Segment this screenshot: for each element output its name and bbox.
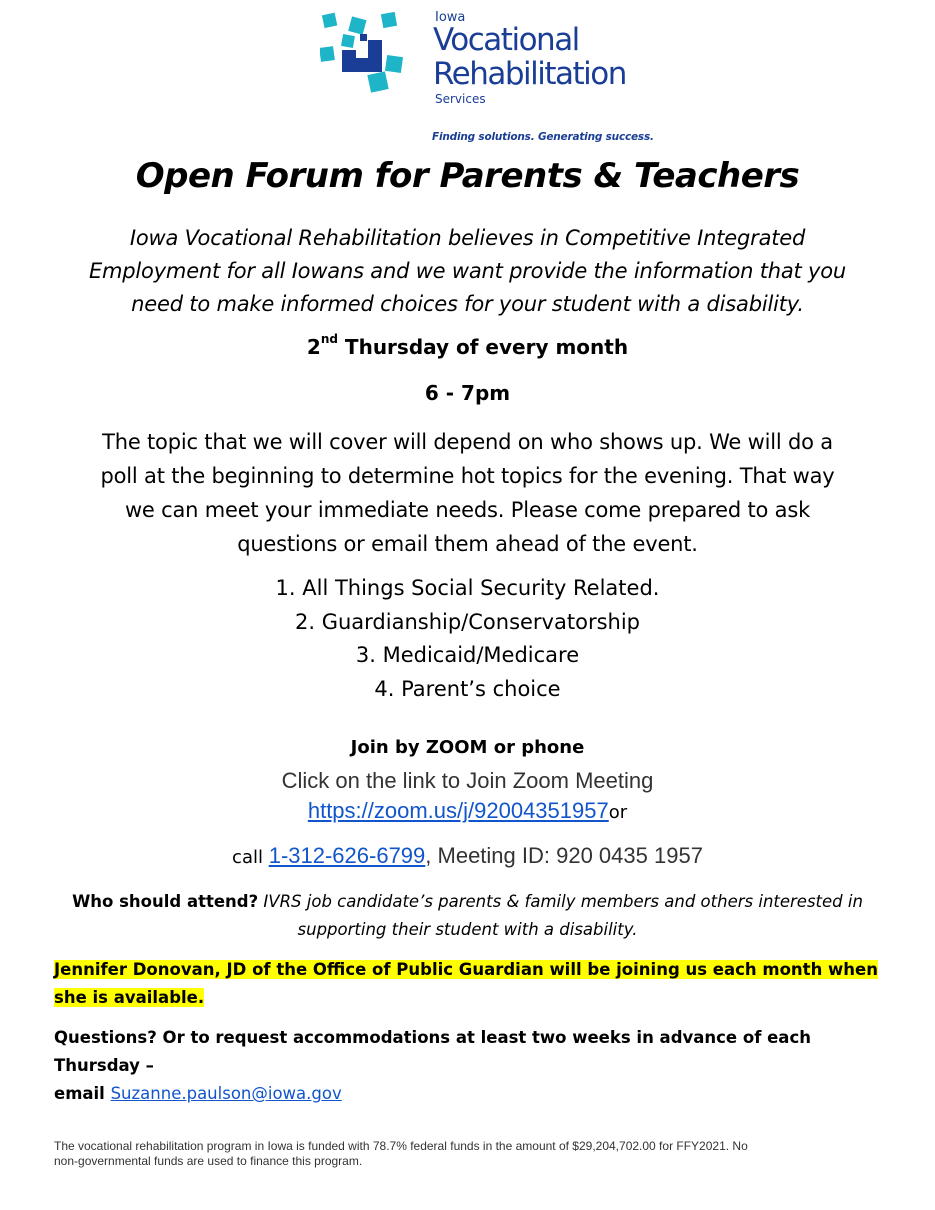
list-item: 2. Guardianship/Conservatorship [294,609,640,634]
ivrs-logo [320,10,654,150]
call-word: call [232,847,269,868]
schedule-day [40,332,895,359]
topic-line: questions or email them ahead of the event. [237,532,698,556]
logo-services-text: Services [435,92,486,106]
intro-paragraph [40,222,895,321]
footer-line: The vocational rehabilitation program in Iowa is funded with 78.7% federal funds in the amount of $29,204,702.00 for FFY2021. No [54,1139,748,1153]
attend-line [40,916,895,944]
call-line [40,843,895,869]
list-item: 4. Parent’s choice [374,676,561,701]
intro-line: Employment for all Iowans and we want provide the information that you [88,259,847,283]
intro-line: Iowa Vocational Rehabilitation believes in Competitive Integrated [129,226,806,250]
who-should-attend [40,888,895,944]
questions-line: Questions? Or to request accommodations at least two weeks in advance of each Thursday – [54,1028,811,1075]
logo-tagline: Finding solutions. Generating success. [432,131,654,143]
attend-label: Who should attend? [72,892,259,911]
or-text: or [608,802,628,823]
schedule-day-text: Thursday of every month [337,335,629,359]
logo-iowa-text: Iowa [435,10,466,25]
phone-link[interactable]: 1-312-626-6799 [268,843,426,868]
page-title: Open Forum for Parents & Teachers [135,156,800,196]
topic-line: The topic that we will cover will depend on who shows up. We will do a [102,430,833,454]
announcement-line [54,984,884,1012]
logo-rehabilitation-text: Rehabilitation [433,56,626,92]
zoom-link-line [40,798,895,824]
list-item: 1. All Things Social Security Related. [275,576,660,600]
attend-text-2: supporting their student with a disability. [297,920,638,939]
highlighted-text: she is available. [54,988,205,1007]
email-link[interactable]: Suzanne.paulson@iowa.gov [110,1084,342,1103]
footer-line: non-governmental funds are used to finance this program. [54,1154,363,1168]
zoom-meeting-link[interactable]: https://zoom.us/j/92004351957 [307,798,609,823]
attend-line [40,888,895,916]
logo-vocational-text: Vocational [433,22,579,58]
schedule-day-suffix: nd [320,332,338,347]
meeting-id: , Meeting ID: 920 0435 1957 [425,843,703,868]
questions-line [54,1080,884,1108]
ivrs-logo-mark-icon [320,10,430,110]
highlighted-text: Jennifer Donovan, JD of the Office of Public Guardian will be joining us each month when [54,960,878,979]
list-item: 3. Medicaid/Medicare [355,643,580,667]
join-heading: Join by ZOOM or phone [350,737,585,758]
schedule-day-number: 2 [306,335,321,359]
topic-paragraph [40,425,895,561]
intro-line: need to make informed choices for your student with a disability. [131,292,804,316]
topic-line: we can meet your immediate needs. Please come prepared to ask [124,498,811,522]
attend-text: IVRS job candidate’s parents & family members and others interested in [258,892,863,911]
topics-list [40,572,895,706]
email-label: email [54,1084,111,1103]
topic-line: poll at the beginning to determine hot topics for the evening. That way [100,464,835,488]
questions-block [54,1024,884,1108]
funding-footer [54,1139,874,1169]
announcement-line [54,956,884,984]
schedule-time: 6 - 7pm [424,381,511,405]
zoom-instruction: Click on the link to Join Zoom Meeting [281,768,654,793]
guest-announcement [54,956,884,1012]
